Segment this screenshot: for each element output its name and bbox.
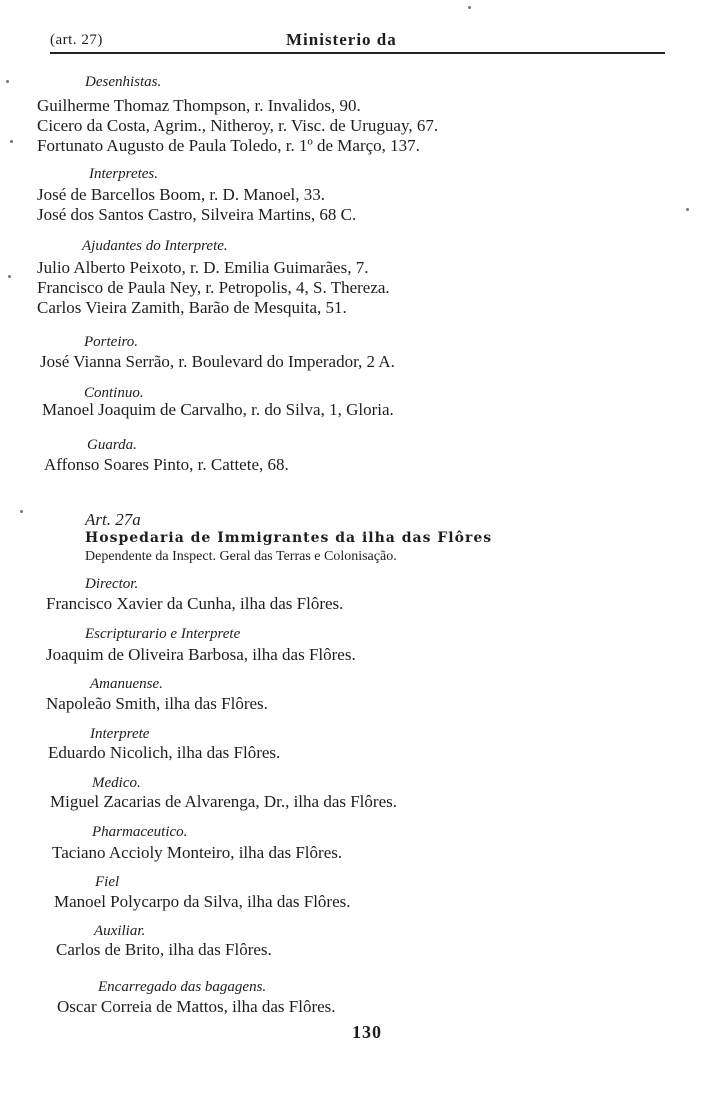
section-heading: Pharmaceutico. bbox=[92, 824, 188, 840]
list-item: Fortunato Augusto de Paula Toledo, r. 1º de Março, 137. bbox=[37, 136, 420, 155]
section-heading: Continuo. bbox=[84, 385, 144, 401]
list-item: Guilherme Thomaz Thompson, r. Invalidos, 90. bbox=[37, 96, 361, 115]
section-heading: Fiel bbox=[95, 874, 120, 890]
section-heading: Medico. bbox=[92, 775, 141, 791]
list-item: Taciano Accioly Monteiro, ilha das Flôres. bbox=[52, 843, 343, 862]
list-item: Miguel Zacarias de Alvarenga, Dr., ilha das Flôres. bbox=[50, 792, 397, 811]
section-heading: Interprete bbox=[90, 726, 150, 742]
article-subtitle: Dependente da Inspect. Geral das Terras e Colonisação. bbox=[85, 549, 397, 564]
list-item: Francisco Xavier da Cunha, ilha das Flôres. bbox=[46, 594, 344, 613]
list-item: Manoel Joaquim de Carvalho, r. do Silva, 1, Gloria. bbox=[42, 400, 394, 419]
scan-speck bbox=[8, 275, 11, 278]
page-header bbox=[50, 30, 665, 56]
list-item: Carlos Vieira Zamith, Barão de Mesquita, 51. bbox=[37, 298, 347, 317]
list-item: Manoel Polycarpo da Silva, ilha das Flôres. bbox=[54, 892, 351, 911]
list-item: Cicero da Costa, Agrim., Nitheroy, r. Visc. de Uruguay, 67. bbox=[37, 116, 439, 135]
list-item: José Vianna Serrão, r. Boulevard do Imperador, 2 A. bbox=[40, 352, 395, 371]
header-title: Ministerio da bbox=[286, 30, 397, 49]
list-item: Joaquim de Oliveira Barbosa, ilha das Flôres. bbox=[46, 645, 356, 664]
list-item: Carlos de Brito, ilha das Flôres. bbox=[56, 940, 272, 959]
header-article-ref: (art. 27) bbox=[50, 32, 103, 48]
scan-speck bbox=[468, 6, 471, 9]
section-heading: Escripturario e Interprete bbox=[85, 626, 241, 642]
list-item: Eduardo Nicolich, ilha das Flôres. bbox=[48, 743, 281, 762]
list-item: Julio Alberto Peixoto, r. D. Emilia Guimarães, 7. bbox=[37, 258, 369, 277]
section-heading: Desenhistas. bbox=[85, 74, 162, 90]
list-item: Affonso Soares Pinto, r. Cattete, 68. bbox=[44, 455, 289, 474]
scan-speck bbox=[10, 140, 13, 143]
section-heading: Porteiro. bbox=[84, 334, 139, 350]
section-heading: Auxiliar. bbox=[94, 923, 146, 939]
header-rule bbox=[50, 52, 665, 54]
section-heading: Guarda. bbox=[87, 437, 137, 453]
scan-speck bbox=[686, 208, 689, 211]
section-heading: Interpretes. bbox=[89, 166, 159, 182]
section-heading: Amanuense. bbox=[90, 676, 163, 692]
page-number: 130 bbox=[352, 1022, 382, 1042]
section-heading: Director. bbox=[85, 576, 139, 592]
scan-speck bbox=[6, 80, 9, 83]
list-item: José dos Santos Castro, Silveira Martins, 68 C. bbox=[37, 205, 357, 224]
list-item: Francisco de Paula Ney, r. Petropolis, 4, S. Thereza. bbox=[37, 278, 390, 297]
list-item: José de Barcellos Boom, r. D. Manoel, 33. bbox=[37, 185, 326, 204]
article-label: Art. 27a bbox=[85, 510, 141, 529]
section-heading: Encarregado das bagagens. bbox=[98, 979, 267, 995]
section-heading: Ajudantes do Interprete. bbox=[82, 238, 228, 254]
list-item: Napoleão Smith, ilha das Flôres. bbox=[46, 694, 268, 713]
list-item: Oscar Correia de Mattos, ilha das Flôres. bbox=[57, 997, 336, 1016]
scan-speck bbox=[20, 510, 23, 513]
article-title: Hospedaria de Immigrantes da ilha das Flôres bbox=[85, 530, 493, 546]
